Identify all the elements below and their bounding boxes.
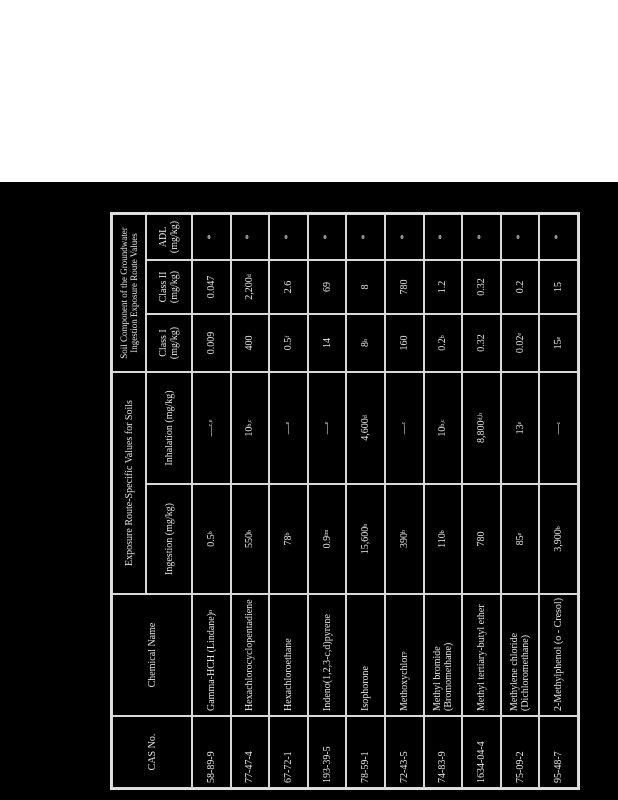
table-row-cas [424,716,463,788]
inhalation-value: — [398,424,410,435]
ingestion-value: 110 [437,533,449,548]
table-row-adl [231,214,270,260]
table-row-name [424,594,463,716]
inhalation-value: 13 [514,424,526,435]
table-row-inhalation: — c [385,372,424,484]
ingestion-value: 15,600 [360,526,372,555]
class2-value: 0.047 [205,275,217,299]
table-row-class1: 0.5 f [269,314,308,372]
class1-value: 0.02 [514,335,526,354]
table-row-class2 [346,260,385,314]
table-row-cas [308,716,347,788]
header-groundwater-group [112,214,146,372]
class1-value: 0.32 [475,334,487,352]
table-row-adl [308,214,347,260]
table-row-class1 [192,314,231,372]
class1-value: 160 [398,335,410,351]
header-cas-text: CAS No. [146,733,158,771]
class1-value: 400 [244,335,256,351]
adl-value: * [398,234,410,240]
table-row-class1 [308,314,347,372]
header-name [112,594,192,716]
table-row-class2 [269,260,308,314]
header-inhalation [146,372,192,484]
ingestion-value: 0.5 [205,534,217,547]
table-row-ingestion: 550 b [231,484,270,594]
inhalation-value: — [553,424,565,435]
adl-value: * [205,234,217,240]
table-row-cas [346,716,385,788]
cas-number: 72-43-5 [398,751,410,783]
ingestion-value: 0.9 [321,535,333,549]
table-row-ingestion: 110 b [424,484,463,594]
table-row-adl [346,214,385,260]
class1-value: 15 [553,339,565,350]
header-class2-text: Class II (mg/kg) [158,270,180,304]
table-row-adl [385,214,424,260]
table-row-class1 [231,314,270,372]
table-row-cas [539,716,578,788]
inhalation-value: 10 [244,426,256,437]
table-row-class2 [501,260,540,314]
table-row-inhalation: 13 e [501,372,540,484]
header-class2 [146,260,192,314]
adl-value: * [282,234,294,240]
table-row-ingestion: 78 b [269,484,308,594]
table-row-adl [501,214,540,260]
table-row-class2 [462,260,501,314]
header-name-text: Chemical Name [146,622,158,688]
table-row-cas [269,716,308,788]
chemical-name: 2-Methylphenol (o - Cresol) [553,597,565,711]
cas-number: 75-09-2 [514,751,526,783]
header-inhalation-text: Inhalation (mg/kg) [163,390,175,466]
class1-value: 14 [321,338,333,348]
table-row-name: Gamma-HCH (Lindane) n [192,594,231,716]
header-adl [146,214,192,260]
table-row-adl [269,214,308,260]
table-row-ingestion [462,484,501,594]
table-row-inhalation: 10 b,c [231,372,270,484]
header-ingestion [146,484,192,594]
table-row-inhalation: 8,800 d,h [462,372,501,484]
table-row-class2: 2,200 d [231,260,270,314]
inhalation-value: — [205,426,217,437]
class2-value: 8 [360,284,372,290]
class2-value: 1.2 [437,280,449,294]
adl-value: * [437,234,449,240]
table-row-name [269,594,308,716]
class1-value: 0.2 [437,338,449,351]
table-row-adl [424,214,463,260]
ingestion-value: 550 [244,533,256,548]
chemical-name: Hexachlorocyclopentadiene [244,599,256,711]
chemical-name: Methyl tertiary-butyl ether [475,604,487,711]
inhalation-value: 4,600 [360,418,372,441]
table-row-ingestion: 3,900 b [539,484,578,594]
chemical-name: Methylene chloride (Dichloromethane) [509,632,532,711]
table-row-class2 [385,260,424,314]
class2-value: 2,200 [244,277,256,300]
inhalation-value: 8,800 [475,420,487,443]
class2-value: 0.32 [475,278,487,296]
table-row-ingestion: 0.5 b [192,484,231,594]
table-row-adl [539,214,578,260]
class2-value: 15 [553,282,565,292]
table-row-class2 [424,260,463,314]
table-row-class2 [192,260,231,314]
cas-number: 193-39-5 [321,746,333,783]
rotated-content [0,182,618,800]
table-row-inhalation: — e [269,372,308,484]
ingestion-value: 78 [282,535,294,546]
chemical-name: Isophorone [360,666,372,711]
table-row-cas [501,716,540,788]
table-row-name [462,594,501,716]
header-cas [112,716,192,788]
ingestion-value: 780 [475,531,487,547]
header-groundwater-group-text: Soil Component of the Groundwater Ingestion Exposure Route Values [119,227,139,359]
cas-number: 95-48-7 [553,751,565,783]
header-ingestion-text: Ingestion (mg/kg) [163,503,175,575]
class1-value: 0.5 [282,337,294,351]
table-row-class1: 0.2 b [424,314,463,372]
table-row-inhalation: — e [308,372,347,484]
table-row-name [231,594,270,716]
ingestion-value: 85 [514,535,526,546]
table-row-name [539,594,578,716]
table-row-class2 [539,260,578,314]
class2-value: 2.6 [282,280,294,294]
header-class1-text: Class I (mg/kg) [158,326,180,360]
table-row-inhalation: 4,600 d [346,372,385,484]
adl-value: * [360,234,372,240]
table-row-inhalation: — c [539,372,578,484]
table-row-ingestion: 0.9 im [308,484,347,594]
cas-number: 78-59-1 [360,751,372,783]
adl-value: * [514,234,526,240]
table-row-class1 [385,314,424,372]
chemical-name: Indeno(1,2,3-c,d)pyrene [321,614,333,711]
header-exposure-group [112,372,146,594]
table-row-cas [462,716,501,788]
table-row-name [346,594,385,716]
inhalation-value: — [321,424,333,435]
table-row-ingestion: 390 b [385,484,424,594]
class1-value: 0.009 [205,331,217,355]
header-adl-text: ADL (mg/kg) [158,220,180,254]
cas-number: 74-83-9 [437,751,449,783]
inhalation-value: — [282,424,294,435]
cas-number: 77-47-4 [244,751,256,783]
header-class1 [146,314,192,372]
table-row-ingestion: 15,600 b [346,484,385,594]
adl-value: * [475,234,487,240]
table-row-class1: 0.02 e [501,314,540,372]
table-row-class1: 15 e [539,314,578,372]
ingestion-value: 3,900 [553,529,565,552]
table-row-class2 [308,260,347,314]
table-row-class1: 8 b [346,314,385,372]
cas-number: 58-89-9 [205,751,217,783]
inhalation-value: 10 [437,426,449,437]
table-row-class1 [462,314,501,372]
table-row-adl [462,214,501,260]
header-exposure-group-text: Exposure Route-Specific Values for Soils [123,400,135,566]
class1-value: 8 [360,342,372,347]
table-row-name: Methoxychlor p [385,594,424,716]
class2-value: 780 [398,279,410,295]
table-row-cas [385,716,424,788]
table-row-inhalation: — c,e [192,372,231,484]
cas-number: 1634-04-4 [475,741,487,783]
class2-value: 0.2 [514,280,526,294]
chemical-name: Methoxychlor [398,654,410,711]
ingestion-value: 390 [398,533,410,548]
chemical-name: Methyl bromide (Bromomethane) [431,642,454,711]
table-row-adl [192,214,231,260]
table-row-name [501,594,540,716]
adl-value: * [244,234,256,240]
class2-value: 69 [321,282,333,292]
cas-number: 67-72-1 [282,751,294,783]
table-row-inhalation: 10 b,c [424,372,463,484]
table-row-ingestion: 85 e [501,484,540,594]
adl-value: * [553,234,565,240]
scanned-page-region [0,182,618,800]
table-row-cas [231,716,270,788]
adl-value: * [321,234,333,240]
table-row-name [308,594,347,716]
table-row-cas [192,716,231,788]
chemical-name: Gamma-HCH (Lindane) [205,612,217,711]
chemical-name: Hexachloroethane [282,638,294,711]
